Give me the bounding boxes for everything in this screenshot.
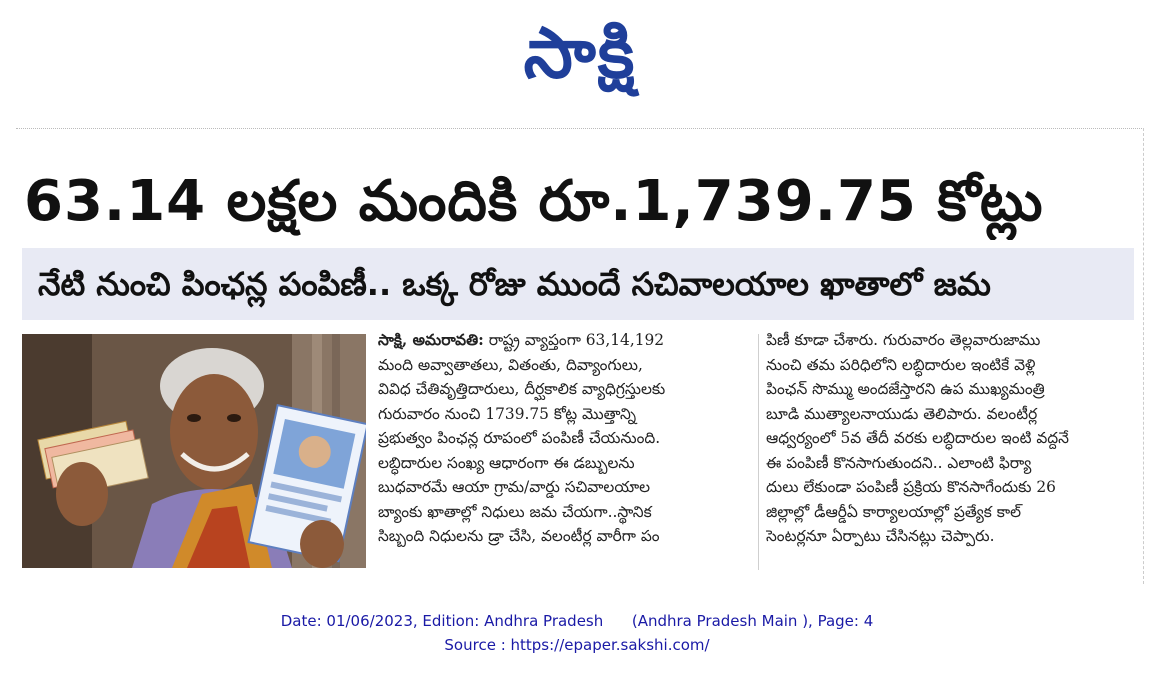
article-photo — [22, 334, 366, 568]
edition-info: Date: 01/06/2023, Edition: Andhra Pradesh (Andhra Pradesh Main ), Page: 4 — [280, 612, 874, 630]
column-1-line: బ్యాంకు ఖాతాల్లో నిధులు జమ చేయగా..స్థానిక — [378, 502, 652, 521]
news-clipping — [16, 128, 1144, 584]
column-1-first-line — [378, 328, 750, 353]
column-2-line: ఈ పంపిణీ కొనసాగుతుందని.. ఎలాంటి ఫిర్యా — [766, 453, 1032, 472]
column-1-line: బుధవారమే ఆయా గ్రామ/వార్డు సచివాలయాల — [378, 478, 650, 496]
column-1-line: వివిధ చేతివృత్తిదారులు, దీర్ఘకాలిక వ్యాధిగ్రస్తులకు — [378, 380, 666, 398]
masthead-logo — [470, 8, 690, 98]
column-2-line: సెంటర్లనూ ఏర్పాటు చేసినట్లు చెప్పారు. — [766, 527, 995, 545]
column-2-line: నుంచి తమ పరిధిలోని లబ్ధిదారుల ఇంటికే వెళ్లి — [766, 355, 1036, 374]
column-1-line: సిబ్బంది నిధులను డ్రా చేసి, వలంటీర్ల వారీగా పం — [378, 527, 660, 545]
column-1-line: ప్రభుత్వం పింఛన్ల రూపంలో పంపిణీ చేయనుంది. — [378, 429, 661, 447]
column-2-line: జిల్లాల్లో డీఆర్డీఏ కార్యాలయాల్లో ప్రత్యేక కాల్ — [766, 502, 1021, 521]
elderly-woman-with-pension-image — [22, 334, 366, 568]
dateline: సాక్షి, అమరావతి: — [378, 331, 484, 349]
column-2-line: ఆధ్వర్యంలో 5వ తేదీ వరకు లబ్ధిదారుల ఇంటి వద్దనే — [766, 429, 1069, 447]
top-divider — [16, 128, 1144, 137]
column-2-line: పింఛన్ సొమ్ము అందజేస్తారని ఉప ముఖ్యమంత్రి — [766, 380, 1045, 398]
article-column-2 — [766, 328, 1144, 578]
subheadline-band — [22, 248, 1134, 320]
subheadline: నేటి నుంచి పింఛన్ల పంపిణీ.. ఒక్క రోజు ముందే సచివాలయాల ఖాతాలో జమ — [38, 265, 991, 303]
headline: 63.14 లక్షల మందికి రూ.1,739.75 కోట్లు — [24, 169, 1044, 234]
masthead-logo-text: సాక్షి — [523, 12, 637, 94]
column-2-line: బూడి ముత్యాలనాయుడు తెలిపారు. వలంటీర్ల — [766, 404, 1038, 423]
column-1-line: గురువారం నుంచి 1739.75 కోట్ల మొత్తాన్ని — [378, 404, 637, 423]
article-column-1 — [378, 328, 750, 578]
column-2-line: దులు లేకుండా పంపిణీ ప్రక్రియ కొనసాగేందుకు 26 — [766, 478, 1056, 496]
column-1-first-line-text: రాష్ట్ర వ్యాప్తంగా 63,14,192 — [488, 331, 665, 349]
source-info: Source : https://epaper.sakshi.com/ — [444, 636, 710, 654]
column-2-line: పిణీ కూడా చేశారు. గురువారం తెల్లవారుజాము — [766, 331, 1041, 349]
column-divider — [758, 334, 759, 570]
column-1-line: మంది అవ్వాతాతలు, వితంతు, దివ్యాంగులు, — [378, 355, 643, 374]
column-1-line: లబ్ధిదారుల సంఖ్య ఆధారంగా ఈ డబ్బులను — [378, 453, 635, 472]
